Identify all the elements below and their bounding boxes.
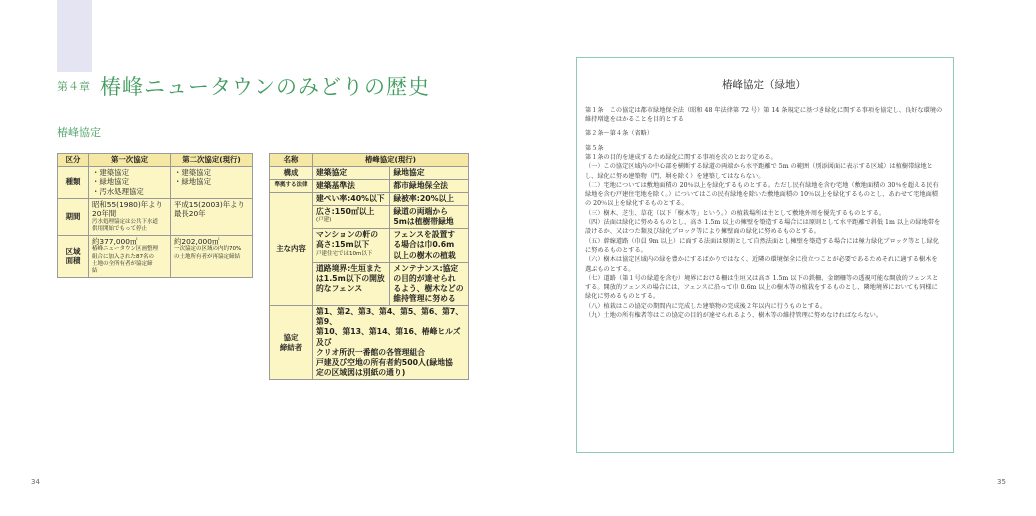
table-row [270, 166, 469, 179]
current-agreement-table [269, 153, 469, 380]
row-header: 準拠する法律 [270, 179, 313, 192]
table-cell: 建築協定 [313, 166, 390, 179]
table-cell [171, 235, 253, 277]
table-header-cell: 名称 [270, 154, 313, 167]
table-cell: メンテナンス:協定 の目的が達せられ るよう、樹木などの 維持管理に努める [390, 262, 469, 306]
row-header: 期間 [58, 198, 89, 235]
agreement-comparison-table [57, 153, 253, 278]
page-number-right: 35 [997, 478, 1006, 486]
table-cell: 建築基準法 [313, 179, 390, 192]
table-cell: 建ぺい率:40%以下 [313, 192, 390, 205]
table-header-cell: 第二次協定(現行) [171, 154, 253, 167]
table-header-row [58, 154, 253, 167]
table-cell: 道路境界:生垣また は1.5m以下の開放 的なフェンス [313, 262, 390, 306]
document-title: 椿峰協定（緑地） [722, 79, 806, 91]
table-cell [313, 206, 390, 229]
cell-main-text: 約202,000㎡ [174, 236, 220, 246]
table-cell: ・建築協定 ・緑地協定 ・汚水処理協定 [89, 166, 171, 198]
page-number-left: 34 [31, 478, 40, 486]
chapter-heading [57, 74, 430, 98]
row-header: 区域 面積 [58, 235, 89, 277]
cell-note: 一次協定の区域の内約70% の土地所有者が再協定締結 [174, 246, 242, 260]
table-cell: ・建築協定 ・緑地協定 [171, 166, 253, 198]
cell-note: 戸建住宅では10m以下 [316, 250, 373, 257]
cell-note: 椿峰ニュータウン区画整理 組合に加入された87名の 土地の全所有者が協定締 結 [92, 246, 159, 275]
table-cell [313, 229, 390, 262]
cell-main-text: 昭和55(1980)年より 20年間 [92, 199, 163, 219]
document-paragraph: 第２条〜第４条（省略） [585, 130, 654, 138]
cell-note: (戸建) [316, 217, 332, 224]
cell-note: 汚水処理協定は公共下水道 供用開始でもって停止 [92, 218, 159, 233]
cell-main-text: 広さ:150㎡以上 [316, 207, 375, 216]
row-header: 主な内容 [270, 192, 313, 305]
table-row [270, 306, 469, 380]
cell-main-text: マンションの軒の 高さ:15m以下 [316, 230, 379, 250]
table-cell [89, 235, 171, 277]
row-header: 種類 [58, 166, 89, 198]
table-cell: フェンスを設置す る場合は巾0.6m 以上の樹木の植栽 [390, 229, 469, 262]
table-cell [89, 198, 171, 235]
row-header: 構成 [270, 166, 313, 179]
table-cell: 平成15(2003)年より 最長20年 [171, 198, 253, 235]
row-header: 協定 締結者 [270, 306, 313, 380]
document-paragraph: 第５条 第１条の目的を達成するため緑化に関する事項を次のとおり定める。 （一）この協定区域内の中心部を横断する緑道の両端から水平距離で 5m の範囲（別添図面に表示する区域）は植樹帯緑地とし、緑化に努め建築物（門、塀を除く）を建築してはならない。 （二）宅地については敷地面積の 20％以上を緑化するものとする。ただし民有緑地を含む宅地（敷地面積の 30％を超える民有緑地を含む戸建住宅地を除く。）についてはこの民有緑地を除いた敷地面積の 10％以上を緑化するものとし、あわせて宅地面積の 20％以上を緑化するものとする。 （三）樹木、芝生、草花（以下「樹木等」という。）の植栽場所は主として敷地外周を優先するものとする。 （四）法面は緑化に努めるものとし、高さ 1.5m 以上の擁壁を築造する場合には原則として水平距離で斜低 1m 以上の緑地帯を設けるか、又はつた類及び緑化ブロック等により擁壁面の緑化に努めるものとする。 （五）幹線道路（巾員 9m 以上）に面する法面は原則として自然法面とし擁壁を築造する場合には極力緑化ブロック等とし緑化に努めるものとする。 （六）樹木は協定区域内の緑を豊かにするばかりではなく、近隣の環境保全に役立つことが必要であるためそれに適する樹木を選ぶものとする。 （七）道路（第１号の緑道を含む）境界における柵は生垣又は高さ 1.5m 以下の鉄柵、金網柵等の透視可能な開放的フェンスとする。開放的フェンスの場合には、フェンスに沿って巾 0.6m 以上の樹木等の植栽をするものとし、隣地境界においても同様に緑化に努めるものとする。 （八）植栽はこの協定の期間内に完成した建築物の完成後２年以内に行うものとする。 （九）土地の所有権者等はこの協定の目的が達せられるよう、樹木等の維持管理に努めなければならない。 [585, 144, 941, 319]
cell-main-text: 約377,000㎡ [92, 236, 138, 246]
table-header-cell: 椿峰協定(現行) [313, 154, 469, 167]
table-header-row [270, 154, 469, 167]
table-row [58, 235, 253, 277]
chapter-label: 第４章 [57, 80, 90, 93]
table-cell: 緑道の両端から 5mは植樹帯緑地 [390, 206, 469, 229]
section-title: 椿峰協定 [57, 126, 101, 139]
table-row [58, 166, 253, 198]
table-row [270, 179, 469, 192]
table-row [270, 192, 469, 205]
table-cell: 都市緑地保全法 [390, 179, 469, 192]
table-cell: 緑地協定 [390, 166, 469, 179]
table-row [58, 198, 253, 235]
table-header-cell: 第一次協定 [89, 154, 171, 167]
agreement-document-box [576, 57, 954, 453]
chapter-tab-decoration [57, 0, 92, 72]
document-paragraph: 第１条 この協定は都市緑地保全法（昭和 48 年法律第 72 号）第 14 条規定に基づき緑化に関する事項を協定し、良好な環境の維持増進をはかることを目的とする [585, 106, 943, 124]
chapter-title: 椿峰ニュータウンのみどりの歴史 [100, 75, 430, 99]
table-cell: 第1、第2、第3、第4、第5、第6、第7、第9、 第10、第13、第14、第16、椿峰ヒルズ及び クリオ所沢一番館の各管理組合 戸建及び空地の所有者約500人(緑地協 定の区域図は別紙の通り) [313, 306, 469, 380]
table-header-cell: 区分 [58, 154, 89, 167]
table-cell: 緑被率:20%以上 [390, 192, 469, 205]
